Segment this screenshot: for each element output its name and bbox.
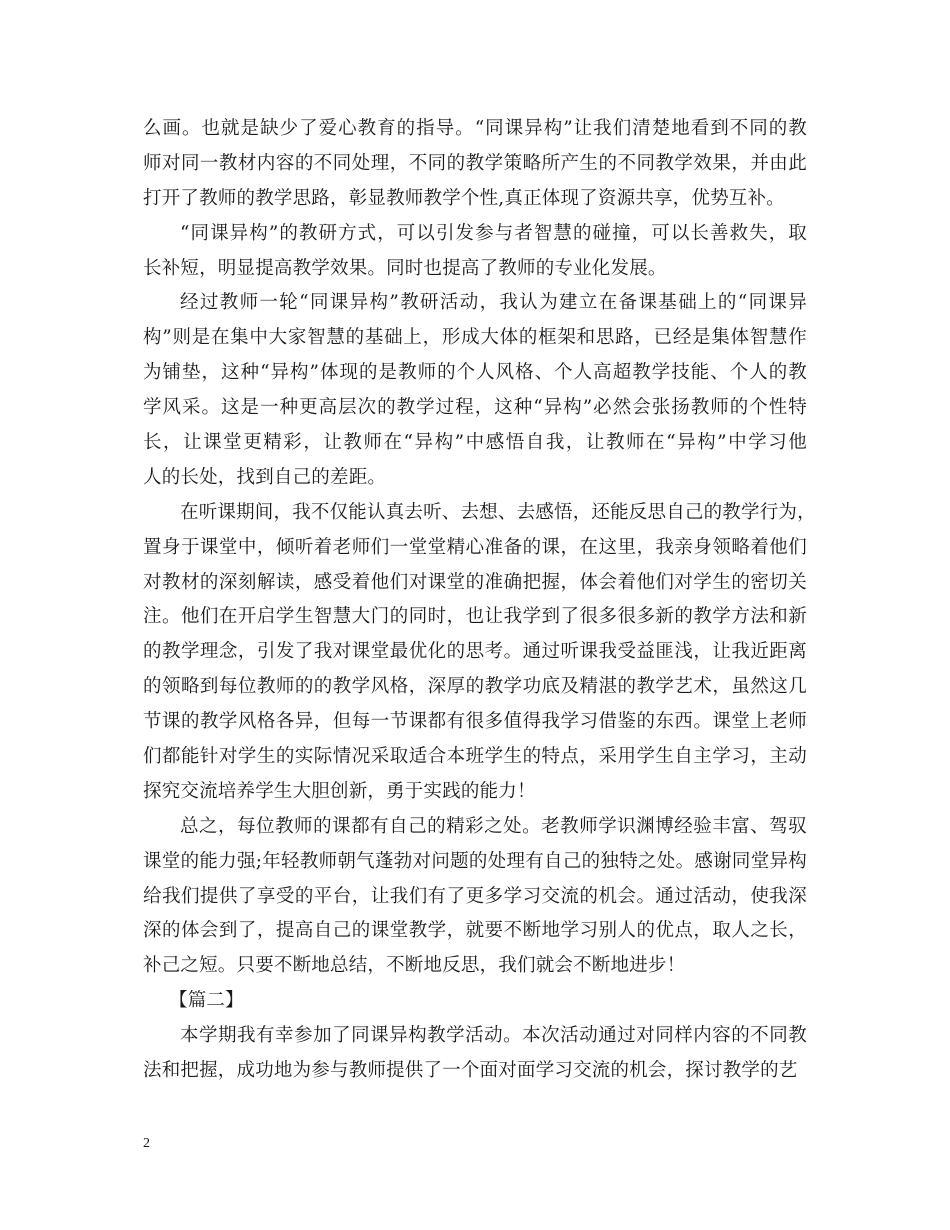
text-line: 的教学理念，引发了我对课堂最优化的思考。通过听课我受益匪浅，让我近距离 — [143, 641, 807, 663]
text-line: 构”则是在集中大家智慧的基础上，形成大体的框架和思路，已经是集体智慧作 — [143, 327, 807, 349]
text-line: “同课异构”的教研方式，可以引发参与者智慧的碰撞，可以长善救失，取 — [180, 222, 807, 244]
text-line: 置身于课堂中，倾听着老师们一堂堂精心准备的课，在这里，我亲身领略着他们 — [143, 536, 807, 558]
text-line: 们都能针对学生的实际情况采取适合本班学生的特点，采用学生自主学习，主动 — [143, 746, 807, 768]
text-line: 长，让课堂更精彩，让教师在“异构”中感悟自我，让教师在“异构”中学习他 — [143, 432, 807, 454]
paragraph — [143, 496, 816, 810]
paragraph — [143, 810, 807, 984]
page-number: 2 — [143, 1136, 150, 1151]
text-line: 对教材的深刻解读，感受着他们对课堂的准确把握，体会着他们对学生的密切关 — [143, 571, 807, 593]
text-line: 在听课期间，我不仅能认真去听、去想、去感悟，还能反思自己的教学行为， — [180, 501, 816, 523]
text-line: 节课的教学风格各异，但每一节课都有很多值得我学习借鉴的东西。课堂上老师 — [143, 711, 807, 733]
text-line: 么画。也就是缺少了爱心教育的指导。“同课异构”让我们清楚地看到不同的教 — [143, 118, 807, 139]
text-line: 打开了教师的教学思路，彰显教师教学个性,真正体现了资源共享，优势互补。 — [143, 187, 785, 209]
text-line: 为铺垫，这种“异构”体现的是教师的个人风格、个人高超教学技能、个人的教 — [143, 362, 807, 384]
text-line: 长补短，明显提高教学效果。同时也提高了教师的专业化发展。 — [143, 257, 667, 279]
paragraph — [143, 112, 807, 217]
paragraph — [143, 1019, 807, 1089]
paragraph — [143, 217, 807, 287]
text-line: 本学期我有幸参加了同课异构教学活动。本次活动通过对同样内容的不同教 — [180, 1025, 807, 1047]
paragraph — [143, 286, 807, 495]
text-line: 补己之短。只要不断地总结，不断地反思，我们就会不断地进步！ — [143, 955, 686, 977]
text-line: 深的体会到了，提高自己的课堂教学，就要不断地学习别人的优点，取人之长， — [143, 920, 807, 942]
text-line: 探究交流培养学生大胆创新，勇于实践的能力！ — [143, 780, 536, 802]
text-line: 课堂的能力强;年轻教师朝气蓬勃对问题的处理有自己的独特之处。感谢同堂异构 — [143, 850, 807, 872]
text-line: 注。他们在开启学生智慧大门的同时，也让我学到了很多很多新的教学方法和新 — [143, 606, 807, 628]
text-line: 的领略到每位教师的的教学风格，深厚的教学功底及精湛的教学艺术，虽然这几 — [143, 676, 807, 698]
section-heading — [143, 984, 807, 1019]
document-body — [143, 112, 816, 1089]
text-line: 人的长处，找到自己的差距。 — [143, 466, 387, 488]
text-line: 师对同一教材内容的不同处理，不同的教学策略所产生的不同教学效果，并由此 — [143, 152, 807, 174]
text-line: 学风采。这是一种更高层次的教学过程，这种“异构”必然会张扬教师的个性特 — [143, 397, 807, 419]
text-line: 【篇二】 — [169, 990, 244, 1012]
text-line: 总之，每位教师的课都有自己的精彩之处。老教师学识渊博经验丰富、驾驭 — [180, 815, 807, 837]
text-line: 给我们提供了享受的平台，让我们有了更多学习交流的机会。通过活动，使我深 — [143, 885, 807, 907]
text-line: 经过教师一轮“同课异构”教研活动，我认为建立在备课基础上的“同课异 — [180, 292, 807, 314]
text-line: 法和把握，成功地为参与教师提供了一个面对面学习交流的机会，探讨教学的艺 — [143, 1060, 798, 1082]
